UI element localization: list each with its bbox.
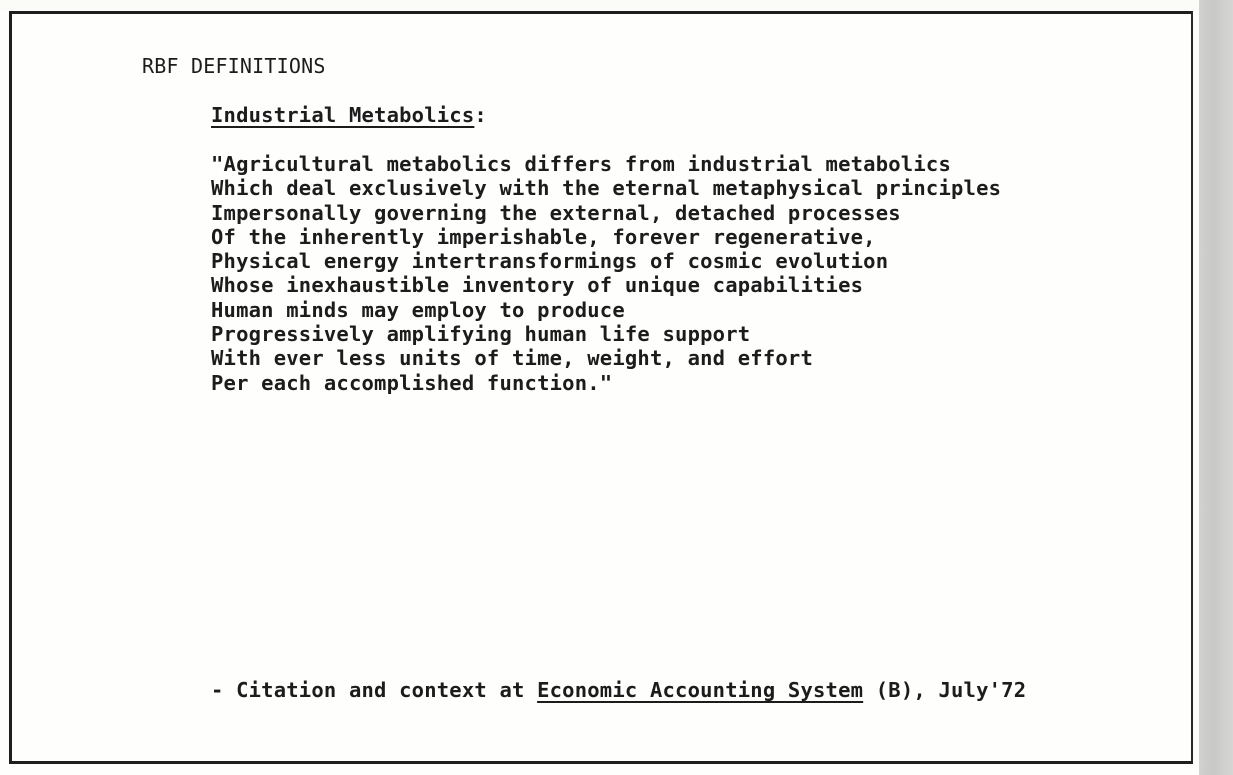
scan-margin <box>1199 0 1233 775</box>
citation-suffix: (B), July'72 <box>863 678 1027 702</box>
quote-line: Impersonally governing the external, detached processes <box>211 200 901 225</box>
quote-line: Which deal exclusively with the eternal metaphysical principles <box>211 176 1002 201</box>
quote-line: "Agricultural metabolics differs from industrial metabolics <box>211 152 951 176</box>
quote-line: With ever less units of time, weight, and effort <box>211 346 814 371</box>
quote-line: Whose inexhaustible inventory of unique capabilities <box>211 273 864 298</box>
definition-quote <box>211 152 1001 395</box>
page-title: RBF DEFINITIONS <box>142 54 326 78</box>
citation-source: Economic Accounting System <box>537 678 864 702</box>
citation <box>211 678 1026 702</box>
citation-prefix: - Citation and context at <box>211 678 538 702</box>
term-heading <box>211 103 487 127</box>
term-label: Industrial Metabolics <box>211 103 475 127</box>
quote-line: Physical energy intertransformings of cosmic evolution <box>211 249 889 274</box>
page-top-edge <box>0 0 1199 10</box>
quote-line: Human minds may employ to produce <box>211 297 625 322</box>
quote-line: Per each accomplished function." <box>211 370 613 395</box>
quote-line: Progressively amplifying human life support <box>211 322 751 347</box>
quote-line: Of the inherently imperishable, forever regenerative, <box>211 224 876 249</box>
term-colon: : <box>474 103 487 127</box>
